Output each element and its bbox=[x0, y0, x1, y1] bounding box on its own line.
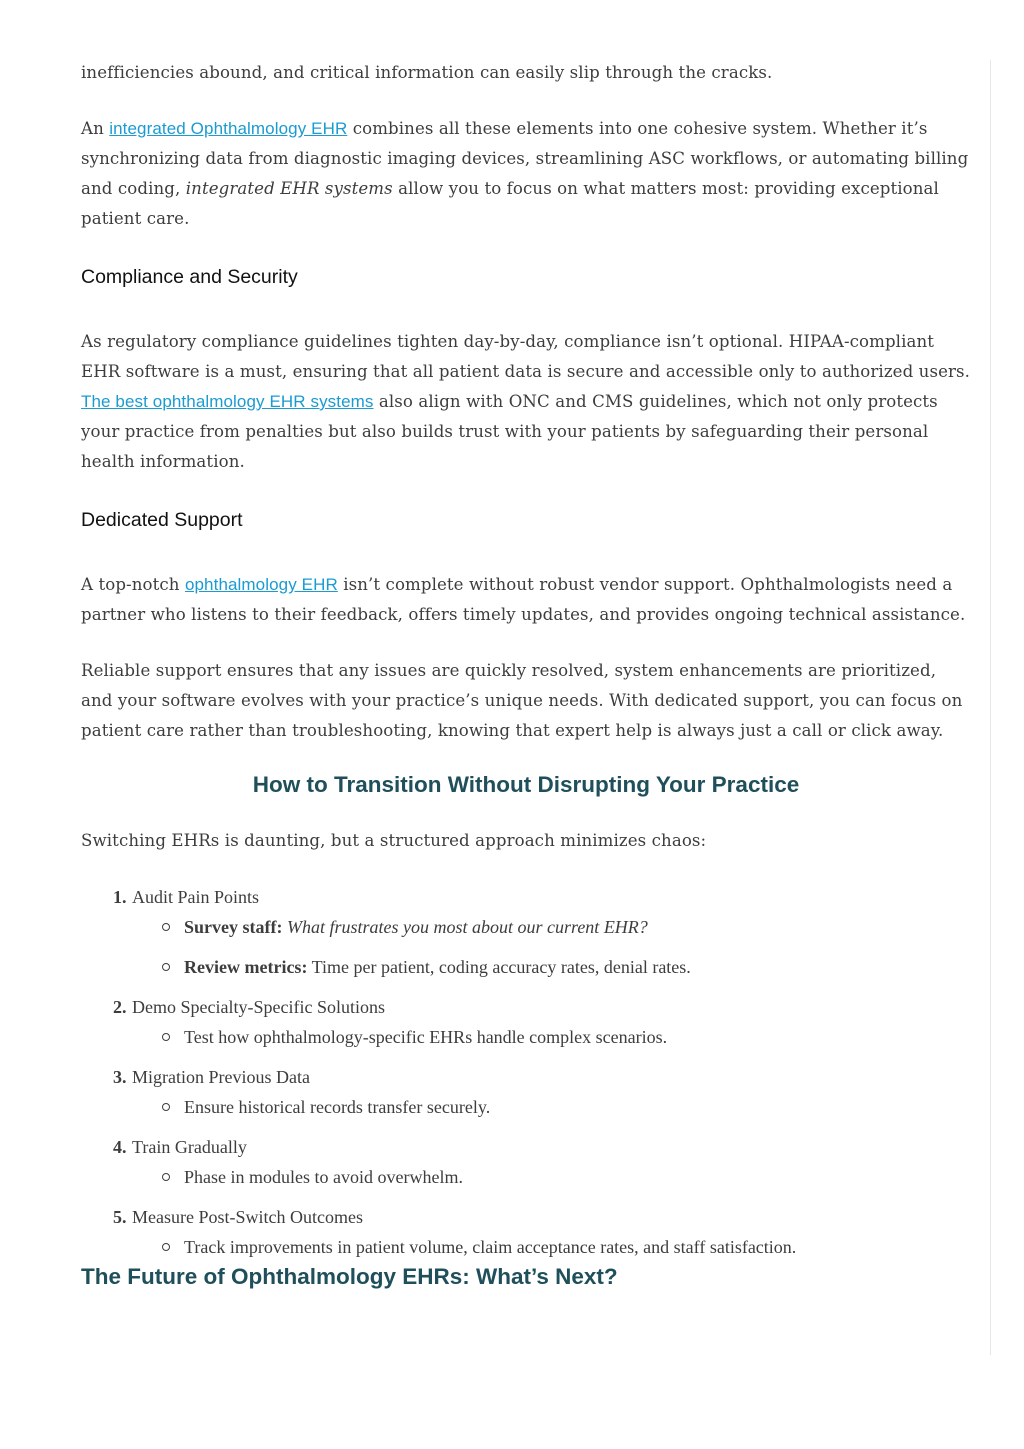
list-item-step-4 bbox=[81, 1132, 971, 1162]
step-number: 1. bbox=[113, 887, 127, 907]
best-ehr-systems-link[interactable]: The best ophthalmology EHR systems bbox=[81, 392, 374, 411]
integrated-italic: integrated EHR systems bbox=[185, 179, 393, 198]
sub-bold-label: Review metrics: bbox=[184, 957, 308, 977]
integrated-ehr-paragraph bbox=[81, 114, 971, 234]
support-heading: Dedicated Support bbox=[81, 509, 243, 531]
sub-item-survey-staff bbox=[81, 912, 971, 942]
sub-text: Track improvements in patient volume, claim acceptance rates, and staff satisfaction. bbox=[184, 1237, 797, 1257]
sub-text: Ensure historical records transfer securely. bbox=[184, 1097, 491, 1117]
sub-item-measure bbox=[81, 1232, 971, 1262]
sub-bold-label: Survey staff: bbox=[184, 917, 283, 937]
sub-text: Phase in modules to avoid overwhelm. bbox=[184, 1167, 463, 1187]
circle-bullet-icon bbox=[162, 1033, 170, 1041]
future-heading: The Future of Ophthalmology EHRs: What’s Next? bbox=[81, 1264, 618, 1289]
circle-bullet-icon bbox=[162, 1103, 170, 1111]
support-paragraph-2: Reliable support ensures that any issues are quickly resolved, system enhancements are prioritized, and your software evolves with your practice’s unique needs. With dedicated support, you can focus on patient care rather than troubleshooting, knowing that expert help is always just a call or click away. bbox=[81, 661, 963, 740]
support-paragraph-1 bbox=[81, 570, 971, 630]
article-body bbox=[81, 58, 971, 1290]
step-label: Audit Pain Points bbox=[132, 887, 260, 907]
support1-prefix: A top-notch bbox=[81, 575, 185, 594]
step-label: Migration Previous Data bbox=[132, 1067, 310, 1087]
integrated-prefix: An bbox=[81, 119, 110, 138]
sub-item-migration bbox=[81, 1092, 971, 1122]
step-label: Demo Specialty-Specific Solutions bbox=[132, 997, 385, 1017]
integrated-suffix: allow you to focus on what matters most: providing exceptional patient care. bbox=[81, 179, 939, 228]
page-edge-divider bbox=[990, 60, 991, 1355]
step-number: 3. bbox=[113, 1067, 127, 1087]
sub-italic-text: What frustrates you most about our current EHR? bbox=[286, 917, 648, 937]
transition-intro-paragraph: Switching EHRs is daunting, but a structured approach minimizes chaos: bbox=[81, 831, 707, 850]
ophthalmology-ehr-link[interactable]: ophthalmology EHR bbox=[184, 575, 338, 594]
compliance-prefix: As regulatory compliance guidelines tighten day-by-day, compliance isn’t optional. HIPAA-compliant EHR software is a must, ensuring that all patient data is secure and accessible only to authorized users. bbox=[81, 332, 971, 381]
support1-suffix: isn’t complete without robust vendor support. Ophthalmologists need a partner who listens to their feedback, offers timely updates, and provides ongoing technical assistance. bbox=[81, 575, 966, 624]
sub-text: Time per patient, coding accuracy rates, denial rates. bbox=[307, 957, 691, 977]
compliance-paragraph bbox=[81, 327, 971, 477]
transition-heading: How to Transition Without Disrupting Your Practice bbox=[252, 772, 800, 797]
intro-tail-paragraph: inefficiencies abound, and critical information can easily slip through the cracks. bbox=[81, 63, 773, 82]
list-item-step-5 bbox=[81, 1202, 971, 1232]
sub-item-demo bbox=[81, 1022, 971, 1052]
integrated-ehr-link[interactable]: integrated Ophthalmology EHR bbox=[109, 119, 348, 138]
circle-bullet-icon bbox=[162, 963, 170, 971]
step-label: Measure Post-Switch Outcomes bbox=[132, 1207, 363, 1227]
list-item-step-2 bbox=[81, 992, 971, 1022]
step-label: Train Gradually bbox=[132, 1137, 247, 1157]
step-number: 5. bbox=[113, 1207, 127, 1227]
circle-bullet-icon bbox=[162, 1243, 170, 1251]
step-number: 2. bbox=[113, 997, 127, 1017]
list-item-step-1 bbox=[81, 882, 971, 912]
circle-bullet-icon bbox=[162, 1173, 170, 1181]
circle-bullet-icon bbox=[162, 923, 170, 931]
step-number: 4. bbox=[113, 1137, 127, 1157]
compliance-suffix: also align with ONC and CMS guidelines, which not only protects your practice from penalties but also builds trust with your patients by safeguarding their personal health information. bbox=[81, 392, 938, 471]
sub-item-review-metrics bbox=[81, 952, 971, 982]
sub-item-train bbox=[81, 1162, 971, 1192]
compliance-heading: Compliance and Security bbox=[81, 266, 298, 288]
sub-text: Test how ophthalmology-specific EHRs handle complex scenarios. bbox=[184, 1027, 668, 1047]
list-item-step-3 bbox=[81, 1062, 971, 1092]
integrated-mid: combines all these elements into one cohesive system. Whether it’s synchronizing data from diagnostic imaging devices, streamlining ASC workflows, or automating billing and coding, bbox=[81, 119, 969, 198]
transition-steps-list bbox=[81, 882, 971, 1262]
